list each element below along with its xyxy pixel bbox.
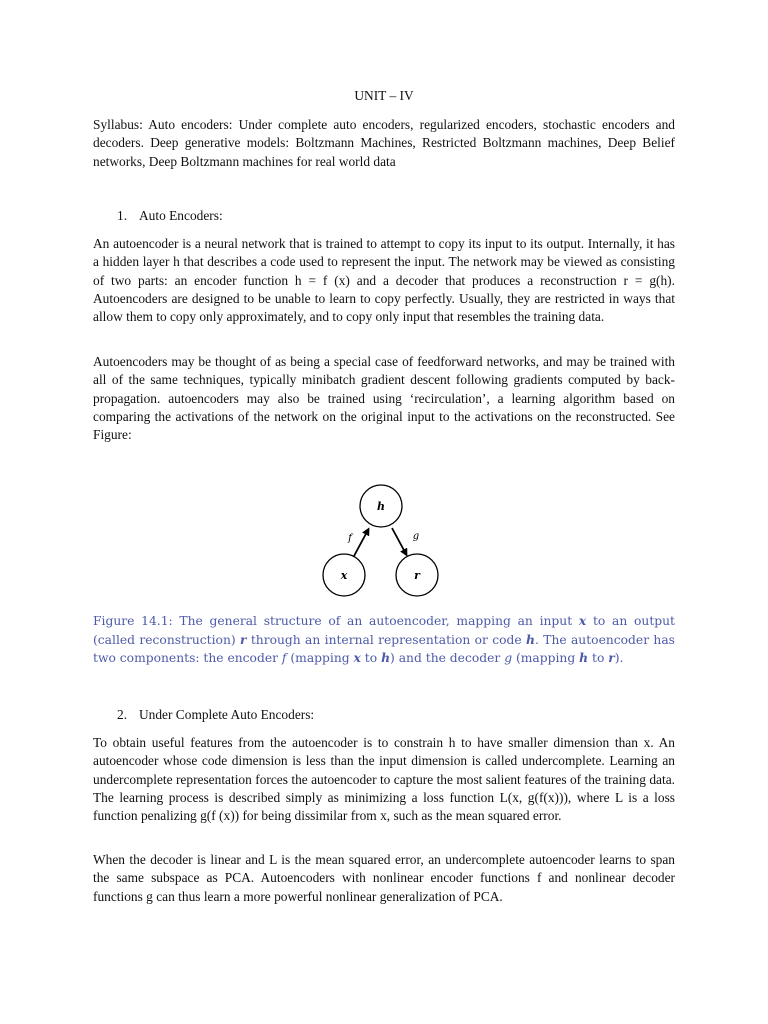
- page-title: UNIT – IV: [354, 88, 414, 103]
- edge-f-label: f: [348, 533, 352, 544]
- section-1-title: Auto Encoders:: [139, 208, 223, 223]
- encoder-arrow: [354, 530, 368, 556]
- section-1-number: 1.: [117, 208, 128, 223]
- autoencoder-diagram: [310, 478, 460, 598]
- section-2-title: Under Complete Auto Encoders:: [139, 707, 315, 722]
- edge-g-label: g: [412, 531, 420, 542]
- figure-caption: Figure 14.1: The general structure of an autoencoder, mapping an input x to an output (called reconstruction) r through an internal representation or code h. The autoencoder has two components: the encoder f (mapping x to h) and the decoder g (mapping h to r).: [93, 613, 675, 665]
- section-2-paragraph-1: To obtain useful features from the autoencoder is to constrain h to have smaller dimension than x. An autoencoder whose code dimension is less than the input dimension is called undercomplete. Learning an undercomplete representation forces the autoencoder to capture the most salient features of the training data. The learning process is described simply as minimizing a loss function L(x, g(f(x))), where L is a loss function penalizing g(f (x)) for being dissimilar from x, such as the mean squared error.: [93, 735, 675, 824]
- syllabus-paragraph: Syllabus: Auto encoders: Under complete auto encoders, regularized encoders, stochastic encoders and decoders. Deep generative models: Boltzmann Machines, Restricted Boltzmann machines, Deep Belief networks, Deep Boltzmann machines for real world data: [93, 117, 675, 169]
- section-1-paragraph-1: An autoencoder is a neural network that is trained to attempt to copy its input to its output. Internally, it has a hidden layer h that describes a code used to represent the input. The network may be viewed as consisting of two parts: an encoder function h = f (x) and a decoder that produces a reconstruction r = g(h). Autoencoders are designed to be unable to learn to copy perfectly. Usually, they are restricted in ways that allow them to copy only approximately, and to copy only input that resembles the training data.: [93, 236, 675, 325]
- section-2-number: 2.: [117, 707, 128, 722]
- section-2-heading: [117, 706, 314, 724]
- section-2-paragraph-2: When the decoder is linear and L is the mean squared error, an undercomplete autoencoder learns to span the same subspace as PCA. Autoencoders with nonlinear encoder functions f and nonlinear decoder functions g can thus learn a more powerful nonlinear generalization of PCA.: [93, 852, 675, 904]
- section-1-heading: [117, 207, 223, 225]
- node-r-label: r: [414, 569, 420, 582]
- node-h-label: h: [377, 500, 385, 513]
- node-x-label: x: [340, 569, 348, 582]
- section-1-paragraph-2: Autoencoders may be thought of as being a special case of feedforward networks, and may be trained with all of the same techniques, typically minibatch gradient descent following gradients computed by back-propagation. autoencoders may also be trained using ‘recirculation’, a learning algorithm based on comparing the activations of the network on the original input to the activations on the reconstructed. See Figure:: [93, 354, 675, 443]
- decoder-arrow: [392, 528, 406, 554]
